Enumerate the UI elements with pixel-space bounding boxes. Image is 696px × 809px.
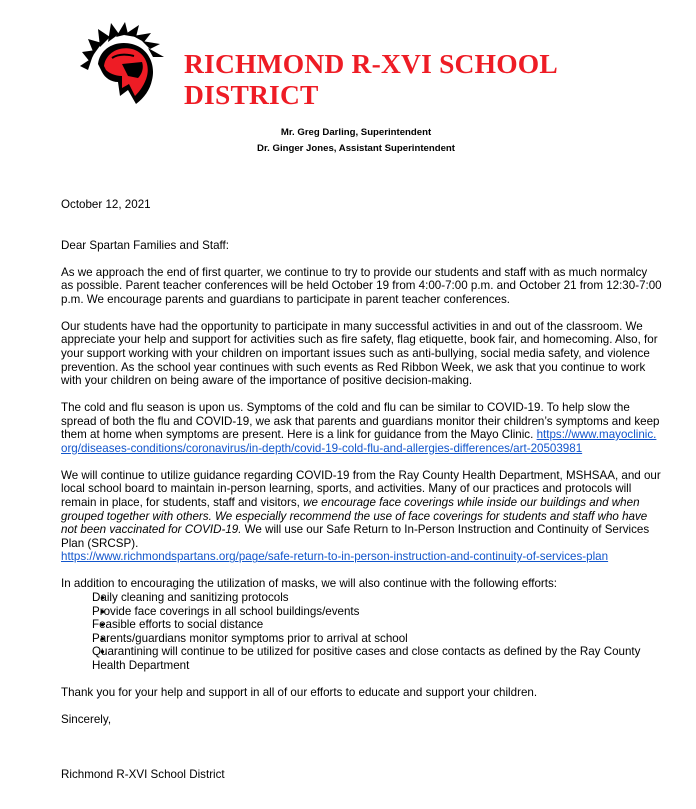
paragraph-activities: Our students have had the opportunity to participate in many successful activities in and out of the classroom. We appreciate your help and support for activities such as fire safety, flag etiquette, book fair, and homecoming. Also, for your support working with your children on important issues such as anti-bullying, social media safety, and violence prevention. As the school year continues with such events as Red Ribbon Week, we ask that you continue to work with your children on being aware of the importance of positive decision-making. bbox=[61, 319, 658, 388]
paragraph-covid-guidance bbox=[61, 469, 662, 564]
district-name-line-2: DISTRICT bbox=[184, 79, 319, 110]
spartan-helmet-logo bbox=[78, 20, 166, 108]
face-covering-recommendation: we encourage face coverings while inside our buildings and when grouped together with others. We especially recommend the use of face coverings for students and staff who have not been vaccinated for COVID-19. bbox=[61, 496, 648, 537]
srcsp-link[interactable]: https://www.richmondspartans.org/page/safe-return-to-in-person-instruction-and-continuity-of-services-plan bbox=[61, 550, 609, 564]
assistant-superintendent-line: Dr. Ginger Jones, Assistant Superintendent bbox=[257, 143, 455, 154]
letter-date: October 12, 2021 bbox=[61, 198, 151, 211]
list-item: ● Daily cleaning and sanitizing protocols bbox=[61, 591, 662, 605]
list-item: ● Quarantining will continue to be utilized for positive cases and close contacts as defined by the Ray County Health Department bbox=[61, 645, 662, 672]
list-item: ● Feasible efforts to social distance bbox=[61, 618, 662, 632]
officials-block bbox=[240, 125, 472, 157]
thank-you-line: Thank you for your help and support in all of our efforts to educate and support your children. bbox=[61, 685, 538, 699]
mayo-clinic-link[interactable]: https://www.mayoclinic.org/diseases-conditions/coronavirus/in-depth/covid-19-cold-flu-and-allergies-differences/art-20503981 bbox=[61, 428, 657, 455]
district-name-line-1: RICHMOND R-XVI SCHOOL bbox=[184, 48, 558, 79]
srcsp-text: We will use our Safe Return to In-Person Instruction and Continuity of Services Plan (SRCSP). bbox=[61, 523, 650, 550]
flu-season-text: The cold and flu season is upon us. Symptoms of the cold and flu can be similar to COVID-19. To help slow the spread of both the flu and COVID-19, we ask that parents and guardians monitor their children’s symptoms and keep them at home when symptoms are present. Here is a link for guidance from the Mayo Clinic. bbox=[61, 401, 660, 442]
list-item: ● Provide face coverings in all school buildings/events bbox=[61, 605, 662, 619]
letter-body bbox=[61, 198, 662, 795]
efforts-list bbox=[61, 591, 662, 673]
paragraph-efforts-intro: In addition to encouraging the utilization of masks, we will also continue with the following efforts: bbox=[61, 577, 558, 591]
covid-guidance-text: We will continue to utilize guidance regarding COVID-19 from the Ray County Health Department, MSHSAA, and our local school board to maintain in-person learning, sports, and activities. Many of our practices and protocols will remain in place, for students, staff and visitors, bbox=[61, 468, 661, 510]
closing: Sincerely, bbox=[61, 712, 112, 726]
salutation: Dear Spartan Families and Staff: bbox=[61, 238, 229, 252]
district-name bbox=[184, 48, 558, 110]
superintendent-line: Mr. Greg Darling, Superintendent bbox=[280, 127, 432, 138]
signature: Richmond R-XVI School District bbox=[61, 767, 225, 781]
paragraph-conferences: As we approach the end of first quarter, we continue to try to provide our students and staff with as much normalcy as possible. Parent teacher conferences will be held October 19 from 4:00-7:00 p.m. and October 21 from 12:30-7:00 p.m. We encourage parents and guardians to participate in parent teacher conferences. bbox=[61, 265, 662, 306]
list-item: ● Parents/guardians monitor symptoms prior to arrival at school bbox=[61, 632, 662, 646]
paragraph-flu-season bbox=[61, 401, 662, 455]
